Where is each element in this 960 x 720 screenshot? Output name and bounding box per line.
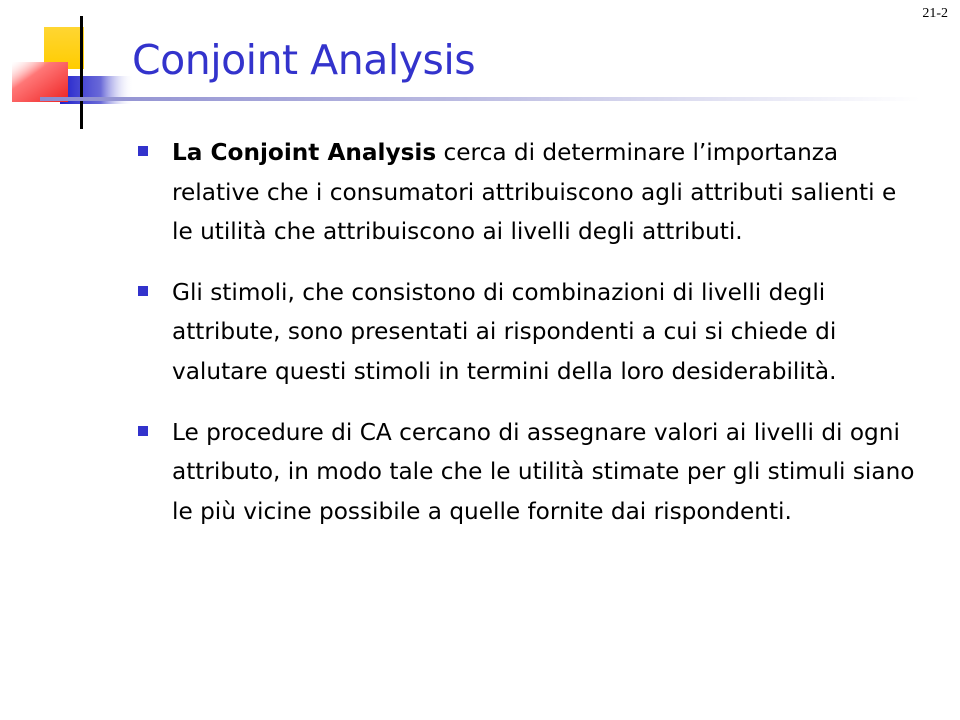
bullet-text (172, 419, 914, 525)
list-item (136, 273, 916, 392)
bullet-bold-text: La Conjoint Analysis (172, 139, 437, 166)
bullet-body-text: Le procedure di CA cercano di assegnare valori ai livelli di ogni attributo, in modo tale che le utilità stimate per gli stimuli siano le più vicine possibile a quelle fornite dai rispondenti. (172, 418, 915, 525)
slide-number: 21-2 (922, 6, 948, 21)
bullet-body-text: Gli stimoli, che consistono di combinazioni di livelli degli attribute, sono presentati ai rispondenti a cui si chiede di valutare questi stimoli in termini della loro desiderabilità. (172, 278, 837, 385)
title-divider (40, 97, 920, 101)
slide-title: Conjoint Analysis (132, 36, 476, 84)
list-item (136, 413, 916, 532)
bullet-list (136, 133, 916, 552)
colored-squares-logo-icon (0, 0, 140, 140)
bullet-text (172, 279, 836, 385)
list-item (136, 133, 916, 252)
bullet-text (172, 139, 896, 245)
square-bullet-icon (138, 286, 148, 296)
square-bullet-icon (138, 146, 148, 156)
square-bullet-icon (138, 426, 148, 436)
bullet-body-text: cerca di determinare l’importanza relative che i consumatori attribuiscono agli attributi salienti e le utilità che attribuiscono ai livelli degli attributi. (172, 139, 897, 246)
